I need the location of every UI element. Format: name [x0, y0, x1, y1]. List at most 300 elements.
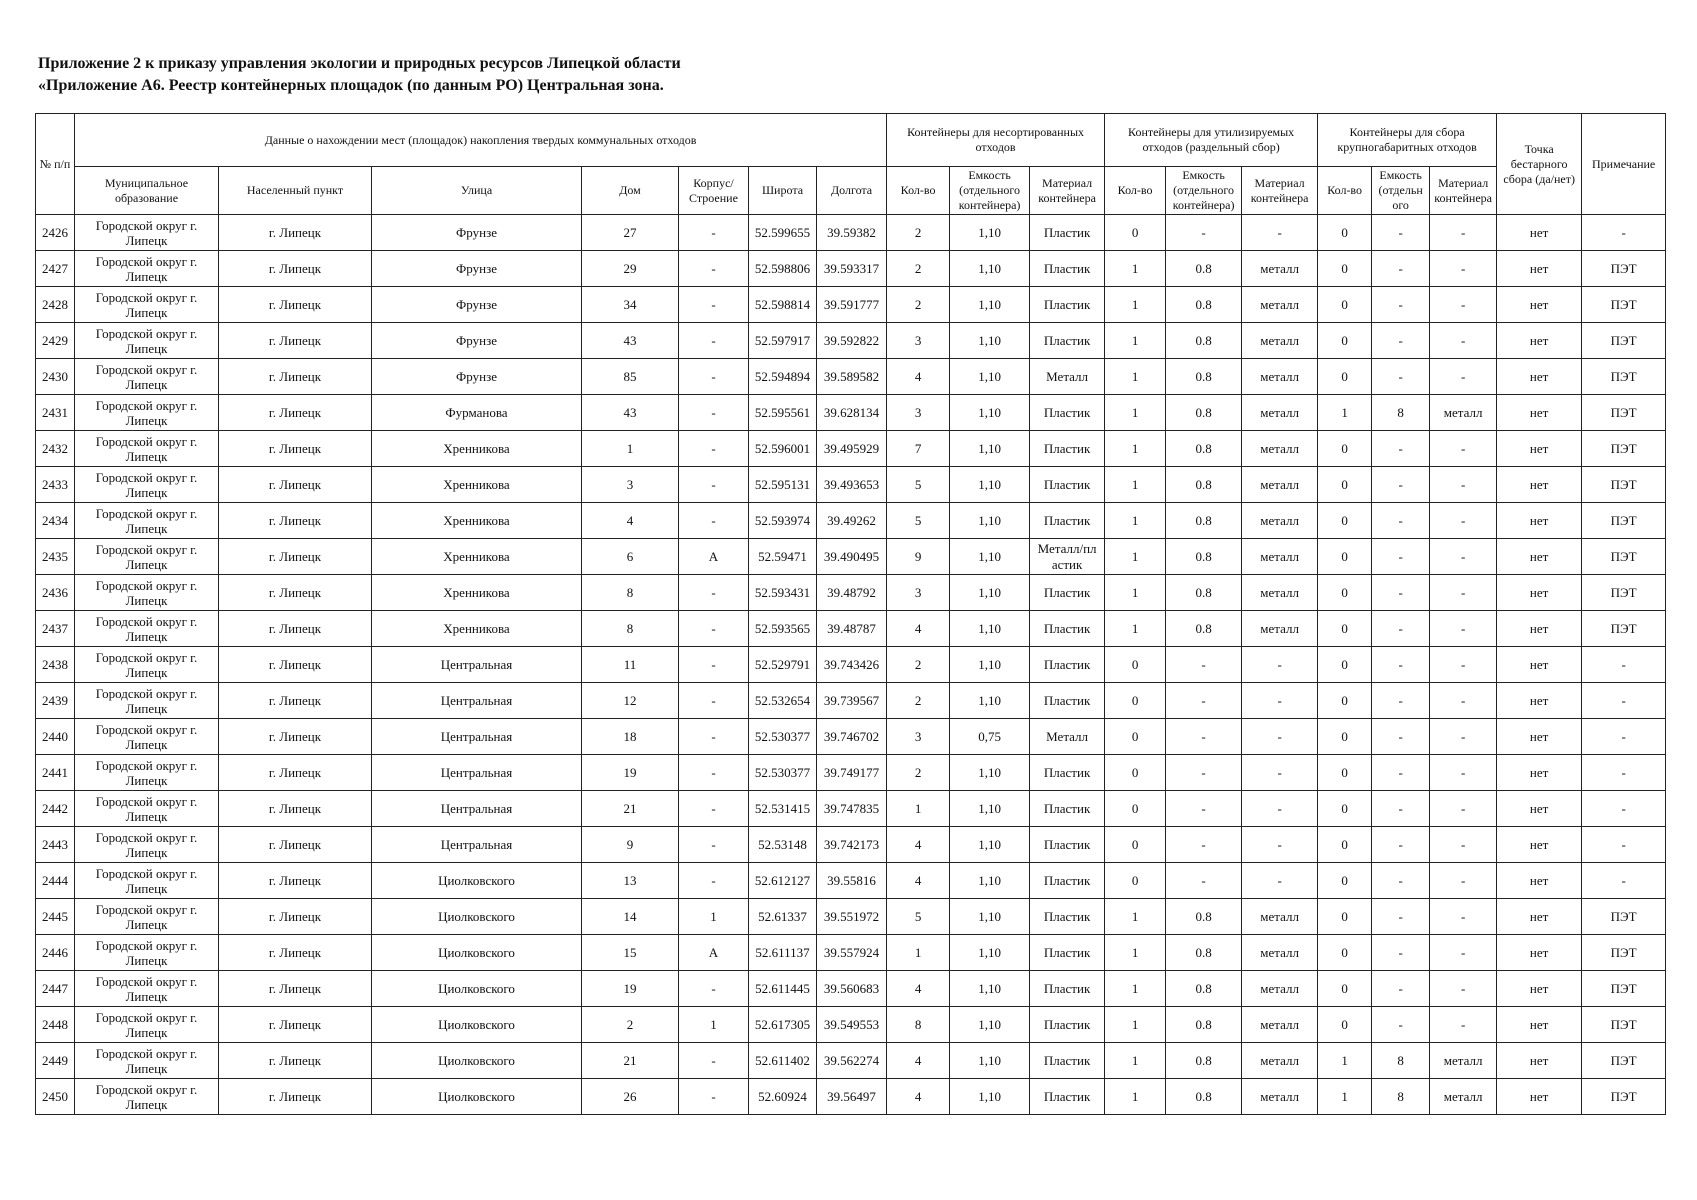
cell-r-capacity: 0.8 [1166, 287, 1242, 323]
cell-bulk-point: нет [1497, 395, 1582, 431]
cell-lat: 52.597917 [749, 323, 817, 359]
cell-house: 27 [582, 215, 679, 251]
cell-lon: 39.742173 [817, 827, 887, 863]
cell-building: - [679, 755, 749, 791]
table-row [36, 971, 1666, 1007]
cell-num: 2437 [36, 611, 75, 647]
cell-b-material: - [1430, 827, 1497, 863]
cell-bulk-point: нет [1497, 287, 1582, 323]
cell-municipality: Городской округ г. Липецк [75, 971, 219, 1007]
cell-municipality: Городской округ г. Липецк [75, 719, 219, 755]
cell-b-count: 0 [1318, 215, 1372, 251]
cell-r-material: металл [1242, 395, 1318, 431]
table-row [36, 611, 1666, 647]
cell-r-material: металл [1242, 971, 1318, 1007]
cell-bulk-point: нет [1497, 971, 1582, 1007]
cell-r-material: металл [1242, 1043, 1318, 1079]
cell-lon: 39.48792 [817, 575, 887, 611]
cell-locality: г. Липецк [219, 251, 372, 287]
cell-lon: 39.592822 [817, 323, 887, 359]
cell-municipality: Городской округ г. Липецк [75, 899, 219, 935]
cell-building: - [679, 323, 749, 359]
header-unsorted-group: Контейнеры для несортированных отходов [887, 114, 1105, 167]
cell-u-capacity: 1,10 [950, 251, 1030, 287]
cell-r-count: 0 [1105, 719, 1166, 755]
cell-lon: 39.593317 [817, 251, 887, 287]
cell-r-count: 0 [1105, 215, 1166, 251]
cell-lon: 39.739567 [817, 683, 887, 719]
cell-bulk-point: нет [1497, 503, 1582, 539]
cell-lat: 52.530377 [749, 755, 817, 791]
cell-house: 6 [582, 539, 679, 575]
cell-u-count: 9 [887, 539, 950, 575]
cell-b-count: 0 [1318, 719, 1372, 755]
cell-house: 15 [582, 935, 679, 971]
cell-u-material: Пластик [1030, 431, 1105, 467]
cell-r-capacity: 0.8 [1166, 539, 1242, 575]
cell-b-count: 0 [1318, 755, 1372, 791]
header-locality: Населенный пункт [219, 167, 372, 215]
cell-b-count: 0 [1318, 827, 1372, 863]
cell-street: Циолковского [372, 1043, 582, 1079]
header-note: Примечание [1582, 114, 1666, 215]
cell-building: - [679, 287, 749, 323]
cell-u-capacity: 1,10 [950, 827, 1030, 863]
cell-b-capacity: - [1372, 611, 1430, 647]
cell-lat: 52.594894 [749, 359, 817, 395]
cell-b-capacity: - [1372, 323, 1430, 359]
cell-u-material: Пластик [1030, 827, 1105, 863]
table-row [36, 935, 1666, 971]
cell-note: - [1582, 791, 1666, 827]
cell-note: - [1582, 719, 1666, 755]
cell-building: - [679, 467, 749, 503]
cell-municipality: Городской округ г. Липецк [75, 287, 219, 323]
cell-lon: 39.490495 [817, 539, 887, 575]
cell-u-material: Пластик [1030, 503, 1105, 539]
cell-r-material: - [1242, 755, 1318, 791]
cell-u-material: Пластик [1030, 611, 1105, 647]
cell-house: 8 [582, 575, 679, 611]
cell-num: 2436 [36, 575, 75, 611]
cell-bulk-point: нет [1497, 1007, 1582, 1043]
cell-note: ПЭТ [1582, 287, 1666, 323]
cell-locality: г. Липецк [219, 575, 372, 611]
cell-locality: г. Липецк [219, 395, 372, 431]
cell-r-capacity: 0.8 [1166, 467, 1242, 503]
cell-house: 19 [582, 755, 679, 791]
cell-r-count: 1 [1105, 899, 1166, 935]
cell-num: 2430 [36, 359, 75, 395]
cell-u-count: 4 [887, 611, 950, 647]
cell-building: - [679, 611, 749, 647]
cell-bulk-point: нет [1497, 1043, 1582, 1079]
cell-b-count: 0 [1318, 575, 1372, 611]
cell-num: 2433 [36, 467, 75, 503]
cell-locality: г. Липецк [219, 971, 372, 1007]
cell-r-capacity: - [1166, 755, 1242, 791]
cell-u-count: 5 [887, 503, 950, 539]
cell-note: - [1582, 215, 1666, 251]
cell-lat: 52.598806 [749, 251, 817, 287]
cell-u-capacity: 1,10 [950, 647, 1030, 683]
cell-bulk-point: нет [1497, 467, 1582, 503]
cell-house: 3 [582, 467, 679, 503]
cell-lon: 39.562274 [817, 1043, 887, 1079]
cell-municipality: Городской округ г. Липецк [75, 215, 219, 251]
cell-u-count: 3 [887, 323, 950, 359]
cell-u-material: Пластик [1030, 395, 1105, 431]
header-r-count: Кол-во [1105, 167, 1166, 215]
cell-num: 2432 [36, 431, 75, 467]
cell-house: 2 [582, 1007, 679, 1043]
cell-house: 21 [582, 791, 679, 827]
cell-note: ПЭТ [1582, 431, 1666, 467]
cell-note: ПЭТ [1582, 899, 1666, 935]
cell-u-material: Пластик [1030, 215, 1105, 251]
cell-r-material: - [1242, 719, 1318, 755]
cell-building: А [679, 539, 749, 575]
cell-u-material: Металл/пл астик [1030, 539, 1105, 575]
cell-locality: г. Липецк [219, 215, 372, 251]
cell-house: 26 [582, 1079, 679, 1115]
cell-u-material: Пластик [1030, 755, 1105, 791]
header-b-capacity: Емкость (отдельн ого [1372, 167, 1430, 215]
table-row [36, 719, 1666, 755]
cell-house: 4 [582, 503, 679, 539]
cell-u-capacity: 1,10 [950, 611, 1030, 647]
cell-r-count: 1 [1105, 359, 1166, 395]
cell-bulk-point: нет [1497, 539, 1582, 575]
cell-b-material: - [1430, 359, 1497, 395]
cell-locality: г. Липецк [219, 755, 372, 791]
cell-b-capacity: - [1372, 1007, 1430, 1043]
cell-b-capacity: 8 [1372, 395, 1430, 431]
cell-b-capacity: - [1372, 827, 1430, 863]
cell-u-count: 4 [887, 1043, 950, 1079]
cell-building: - [679, 503, 749, 539]
cell-num: 2449 [36, 1043, 75, 1079]
cell-b-count: 0 [1318, 1007, 1372, 1043]
cell-locality: г. Липецк [219, 827, 372, 863]
cell-u-capacity: 1,10 [950, 215, 1030, 251]
cell-bulk-point: нет [1497, 323, 1582, 359]
cell-building: - [679, 395, 749, 431]
cell-u-material: Пластик [1030, 971, 1105, 1007]
cell-lon: 39.743426 [817, 647, 887, 683]
cell-u-material: Металл [1030, 719, 1105, 755]
cell-bulk-point: нет [1497, 251, 1582, 287]
header-b-count: Кол-во [1318, 167, 1372, 215]
cell-r-count: 0 [1105, 755, 1166, 791]
cell-bulk-point: нет [1497, 791, 1582, 827]
cell-street: Циолковского [372, 1079, 582, 1115]
cell-b-count: 0 [1318, 323, 1372, 359]
document-title [38, 53, 681, 97]
cell-house: 1 [582, 431, 679, 467]
cell-u-capacity: 1,10 [950, 1079, 1030, 1115]
cell-bulk-point: нет [1497, 899, 1582, 935]
table-row [36, 683, 1666, 719]
cell-municipality: Городской округ г. Липецк [75, 935, 219, 971]
cell-locality: г. Липецк [219, 287, 372, 323]
cell-b-capacity: - [1372, 467, 1430, 503]
cell-locality: г. Липецк [219, 503, 372, 539]
cell-street: Фрунзе [372, 251, 582, 287]
cell-bulk-point: нет [1497, 935, 1582, 971]
cell-num: 2434 [36, 503, 75, 539]
cell-house: 8 [582, 611, 679, 647]
cell-street: Центральная [372, 755, 582, 791]
cell-r-material: металл [1242, 1079, 1318, 1115]
table-row [36, 215, 1666, 251]
cell-lon: 39.557924 [817, 935, 887, 971]
cell-note: ПЭТ [1582, 971, 1666, 1007]
header-building: Корпус/ Строение [679, 167, 749, 215]
cell-house: 18 [582, 719, 679, 755]
cell-b-material: - [1430, 971, 1497, 1007]
cell-u-capacity: 1,10 [950, 575, 1030, 611]
cell-note: ПЭТ [1582, 611, 1666, 647]
cell-building: - [679, 827, 749, 863]
cell-building: - [679, 1043, 749, 1079]
header-num: № п/п [36, 114, 75, 215]
cell-house: 29 [582, 251, 679, 287]
cell-note: - [1582, 647, 1666, 683]
cell-b-count: 0 [1318, 791, 1372, 827]
cell-b-count: 0 [1318, 899, 1372, 935]
cell-locality: г. Липецк [219, 467, 372, 503]
cell-b-capacity: - [1372, 719, 1430, 755]
cell-building: - [679, 251, 749, 287]
cell-house: 21 [582, 1043, 679, 1079]
cell-u-capacity: 1,10 [950, 539, 1030, 575]
cell-lat: 52.532654 [749, 683, 817, 719]
cell-u-capacity: 1,10 [950, 323, 1030, 359]
cell-building: - [679, 431, 749, 467]
cell-note: ПЭТ [1582, 539, 1666, 575]
cell-b-material: - [1430, 899, 1497, 935]
table-row [36, 431, 1666, 467]
cell-building: - [679, 575, 749, 611]
cell-municipality: Городской округ г. Липецк [75, 683, 219, 719]
cell-b-material: - [1430, 935, 1497, 971]
cell-b-count: 1 [1318, 395, 1372, 431]
cell-u-count: 3 [887, 575, 950, 611]
cell-lon: 39.628134 [817, 395, 887, 431]
table-row [36, 1043, 1666, 1079]
cell-u-count: 8 [887, 1007, 950, 1043]
cell-street: Циолковского [372, 1007, 582, 1043]
cell-locality: г. Липецк [219, 323, 372, 359]
cell-r-count: 1 [1105, 431, 1166, 467]
cell-b-material: - [1430, 287, 1497, 323]
cell-municipality: Городской округ г. Липецк [75, 647, 219, 683]
cell-b-count: 0 [1318, 863, 1372, 899]
cell-building: - [679, 359, 749, 395]
header-recycle-group: Контейнеры для утилизируемых отходов (раздельный сбор) [1105, 114, 1318, 167]
title-line-2: «Приложение А6. Реестр контейнерных площадок (по данным РО) Центральная зона. [38, 77, 664, 94]
cell-r-count: 1 [1105, 539, 1166, 575]
cell-house: 19 [582, 971, 679, 1007]
cell-building: 1 [679, 1007, 749, 1043]
cell-u-capacity: 1,10 [950, 1007, 1030, 1043]
cell-lat: 52.617305 [749, 1007, 817, 1043]
cell-street: Циолковского [372, 971, 582, 1007]
cell-street: Хренникова [372, 467, 582, 503]
table-row [36, 827, 1666, 863]
cell-r-material: - [1242, 647, 1318, 683]
cell-r-capacity: - [1166, 647, 1242, 683]
cell-b-material: - [1430, 611, 1497, 647]
cell-b-count: 0 [1318, 683, 1372, 719]
cell-r-capacity: 0.8 [1166, 971, 1242, 1007]
cell-street: Фрунзе [372, 323, 582, 359]
cell-note: ПЭТ [1582, 323, 1666, 359]
cell-note: ПЭТ [1582, 503, 1666, 539]
cell-bulk-point: нет [1497, 683, 1582, 719]
cell-num: 2435 [36, 539, 75, 575]
cell-u-material: Пластик [1030, 1043, 1105, 1079]
table-row [36, 467, 1666, 503]
header-location-group: Данные о нахождении мест (площадок) накопления твердых коммунальных отходов [75, 114, 887, 167]
cell-lat: 52.593565 [749, 611, 817, 647]
cell-u-count: 2 [887, 287, 950, 323]
cell-lat: 52.596001 [749, 431, 817, 467]
cell-r-capacity: - [1166, 719, 1242, 755]
cell-municipality: Городской округ г. Липецк [75, 251, 219, 287]
cell-num: 2445 [36, 899, 75, 935]
table-row [36, 899, 1666, 935]
cell-building: - [679, 1079, 749, 1115]
cell-house: 14 [582, 899, 679, 935]
cell-u-material: Пластик [1030, 863, 1105, 899]
cell-b-count: 1 [1318, 1043, 1372, 1079]
cell-num: 2428 [36, 287, 75, 323]
cell-b-capacity: - [1372, 431, 1430, 467]
header-r-capacity: Емкость (отдельного контейнера) [1166, 167, 1242, 215]
cell-r-capacity: 0.8 [1166, 611, 1242, 647]
cell-r-capacity: - [1166, 827, 1242, 863]
cell-u-capacity: 1,10 [950, 935, 1030, 971]
cell-house: 13 [582, 863, 679, 899]
cell-locality: г. Липецк [219, 431, 372, 467]
cell-lat: 52.593974 [749, 503, 817, 539]
cell-building: 1 [679, 899, 749, 935]
cell-r-capacity: 0.8 [1166, 503, 1242, 539]
cell-num: 2443 [36, 827, 75, 863]
cell-lat: 52.59471 [749, 539, 817, 575]
cell-r-material: металл [1242, 287, 1318, 323]
cell-b-material: - [1430, 719, 1497, 755]
table-row [36, 287, 1666, 323]
cell-num: 2442 [36, 791, 75, 827]
cell-u-count: 1 [887, 935, 950, 971]
cell-note: - [1582, 827, 1666, 863]
cell-u-capacity: 1,10 [950, 503, 1030, 539]
cell-street: Фрунзе [372, 215, 582, 251]
cell-r-capacity: 0.8 [1166, 431, 1242, 467]
table-row [36, 1007, 1666, 1043]
cell-u-material: Пластик [1030, 467, 1105, 503]
cell-lon: 39.495929 [817, 431, 887, 467]
cell-b-capacity: - [1372, 899, 1430, 935]
cell-b-capacity: - [1372, 251, 1430, 287]
cell-u-capacity: 1,10 [950, 395, 1030, 431]
header-lat: Широта [749, 167, 817, 215]
table-row [36, 647, 1666, 683]
table-row [36, 503, 1666, 539]
cell-b-count: 0 [1318, 935, 1372, 971]
cell-b-capacity: - [1372, 755, 1430, 791]
cell-r-count: 0 [1105, 827, 1166, 863]
cell-u-material: Пластик [1030, 647, 1105, 683]
cell-u-material: Пластик [1030, 1007, 1105, 1043]
cell-municipality: Городской округ г. Липецк [75, 791, 219, 827]
cell-u-count: 3 [887, 395, 950, 431]
cell-r-capacity: 0.8 [1166, 359, 1242, 395]
cell-street: Фрунзе [372, 359, 582, 395]
cell-note: ПЭТ [1582, 251, 1666, 287]
cell-lat: 52.611137 [749, 935, 817, 971]
cell-municipality: Городской округ г. Липецк [75, 467, 219, 503]
cell-r-material: - [1242, 215, 1318, 251]
cell-r-capacity: 0.8 [1166, 1043, 1242, 1079]
cell-lon: 39.747835 [817, 791, 887, 827]
cell-building: - [679, 863, 749, 899]
cell-locality: г. Липецк [219, 539, 372, 575]
cell-house: 11 [582, 647, 679, 683]
cell-street: Циолковского [372, 899, 582, 935]
cell-r-count: 0 [1105, 683, 1166, 719]
cell-house: 43 [582, 323, 679, 359]
cell-r-count: 0 [1105, 791, 1166, 827]
cell-lon: 39.493653 [817, 467, 887, 503]
cell-u-capacity: 1,10 [950, 683, 1030, 719]
cell-r-capacity: 0.8 [1166, 575, 1242, 611]
header-r-material: Материал контейнера [1242, 167, 1318, 215]
cell-num: 2438 [36, 647, 75, 683]
cell-lon: 39.55816 [817, 863, 887, 899]
cell-municipality: Городской округ г. Липецк [75, 503, 219, 539]
cell-u-material: Металл [1030, 359, 1105, 395]
cell-lat: 52.531415 [749, 791, 817, 827]
cell-b-material: - [1430, 863, 1497, 899]
cell-r-capacity: - [1166, 863, 1242, 899]
header-bulky-group: Контейнеры для сбора крупногабаритных отходов [1318, 114, 1497, 167]
cell-u-count: 5 [887, 467, 950, 503]
cell-lon: 39.749177 [817, 755, 887, 791]
cell-note: - [1582, 683, 1666, 719]
cell-building: - [679, 683, 749, 719]
cell-b-material: - [1430, 1007, 1497, 1043]
cell-num: 2444 [36, 863, 75, 899]
table-row [36, 755, 1666, 791]
cell-street: Циолковского [372, 935, 582, 971]
cell-lon: 39.589582 [817, 359, 887, 395]
cell-lat: 52.599655 [749, 215, 817, 251]
cell-lat: 52.529791 [749, 647, 817, 683]
cell-u-material: Пластик [1030, 1079, 1105, 1115]
cell-b-capacity: - [1372, 575, 1430, 611]
cell-street: Циолковского [372, 863, 582, 899]
cell-street: Центральная [372, 683, 582, 719]
cell-u-material: Пластик [1030, 899, 1105, 935]
cell-municipality: Городской округ г. Липецк [75, 539, 219, 575]
cell-b-material: - [1430, 683, 1497, 719]
header-lon: Долгота [817, 167, 887, 215]
cell-b-material: - [1430, 791, 1497, 827]
